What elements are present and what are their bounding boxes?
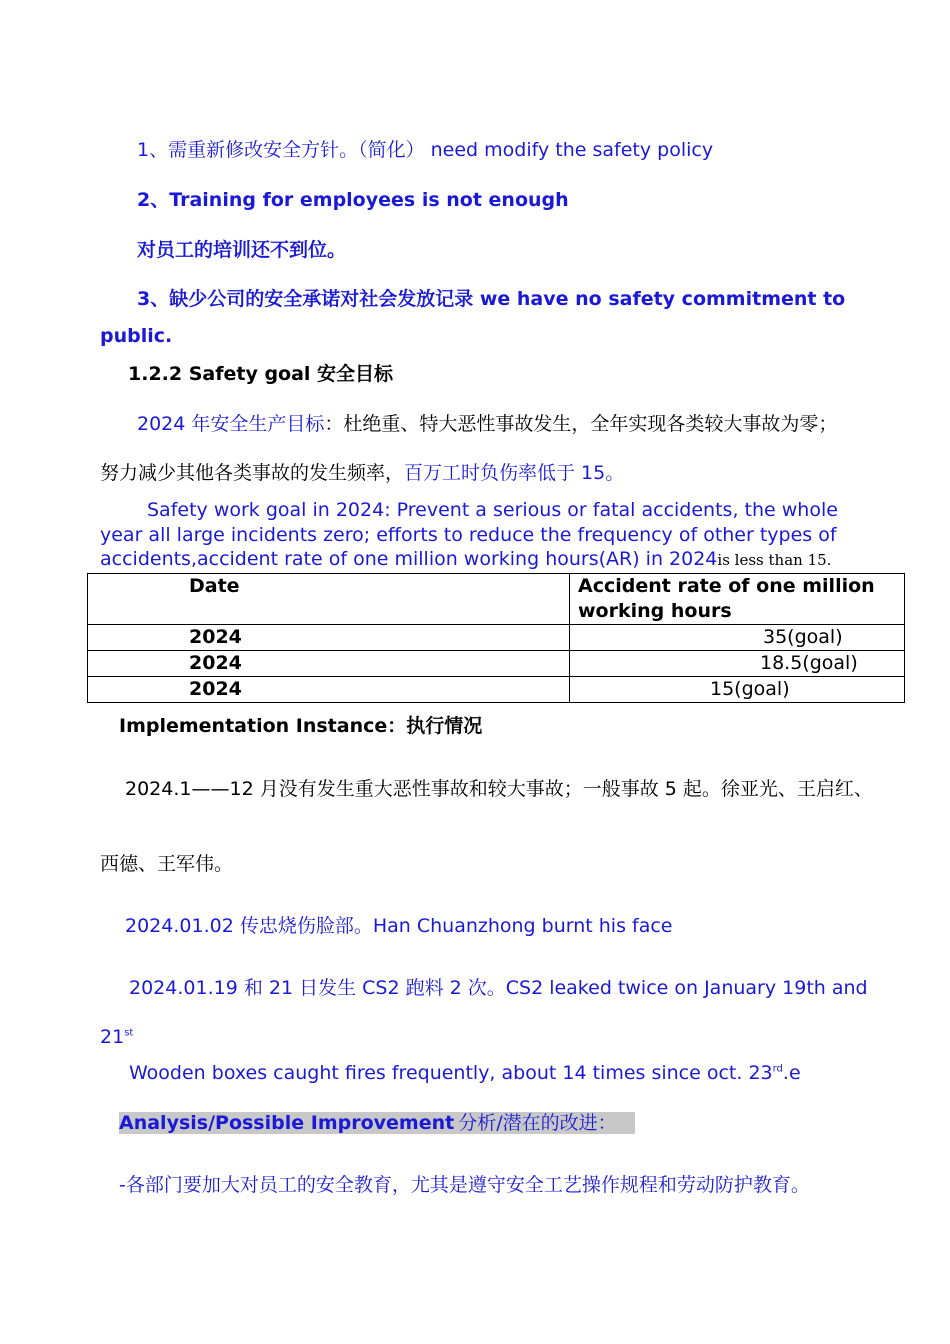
goal-en-line3 — [100, 548, 831, 571]
table-header-row — [88, 574, 905, 625]
row-date: 2024 — [88, 651, 570, 677]
goal-en-line3-text: accidents,accident rate of one million working hours(AR) in 2024 — [100, 548, 718, 570]
p4-suffix: rd — [772, 1063, 783, 1075]
goal-cn-line2 — [100, 462, 624, 485]
analysis-heading — [119, 1112, 635, 1135]
implementation-heading: Implementation Instance：执行情况 — [119, 715, 483, 737]
item-2-cn: 对员工的培训还不到位。 — [137, 239, 347, 261]
implementation-p3-line1: 2024.01.19 和 21 日发生 CS2 跑料 2 次。CS2 leaked twice on January 19th and — [129, 977, 868, 999]
goal-en-line2: year all large incidents zero; efforts to reduce the frequency of other types of — [100, 524, 837, 546]
table-row — [88, 625, 905, 651]
row-date: 2024 — [88, 677, 570, 703]
header-rate: Accident rate of one million working hours — [570, 574, 905, 625]
implementation-p3-line2 — [100, 1026, 133, 1049]
p3-number: 21 — [100, 1026, 125, 1048]
header-date: Date — [88, 574, 570, 625]
row-rate: 18.5(goal) — [570, 651, 905, 677]
p4-main: Wooden boxes caught fires frequently, about 14 times since oct. 23 — [129, 1062, 773, 1084]
goal-cn-blue-1: 2024 年安全生产目标 — [137, 413, 325, 435]
item-1: 1、需重新修改安全方针。（简化） need modify the safety policy — [137, 139, 714, 161]
goal-cn-black-1: ：杜绝重、特大恶性事故发生，全年实现各类较大事故为零； — [324, 413, 838, 435]
row-date: 2024 — [88, 625, 570, 651]
analysis-heading-cn: 分析/潜在的改进： — [458, 1112, 634, 1134]
p3-suffix: st — [124, 1027, 134, 1039]
goal-cn-line1 — [137, 413, 837, 436]
item-3-line1: 3、缺少公司的安全承诺对社会发放记录 we have no safety commitment to — [137, 288, 846, 310]
row-rate: 35(goal) — [570, 625, 905, 651]
table-row — [88, 677, 905, 703]
section-heading: 1.2.2 Safety goal 安全目标 — [128, 363, 394, 385]
item-3-line2: public. — [100, 325, 173, 347]
p4-tail: .e — [782, 1062, 801, 1084]
implementation-p1-line1: 2024.1——12 月没有发生重大恶性事故和较大事故；一般事故 5 起。徐亚光、王启红、 — [125, 778, 873, 800]
table-row — [88, 651, 905, 677]
goal-en-line1: Safety work goal in 2024: Prevent a serious or fatal accidents, the whole — [147, 499, 838, 521]
analysis-p1: -各部门要加大对员工的安全教育，尤其是遵守安全工艺操作规程和劳动防护教育。 — [119, 1174, 810, 1196]
item-2: 2、Training for employees is not enough — [137, 189, 569, 211]
goal-cn-black-2: 努力减少其他各类事故的发生频率， — [100, 462, 405, 484]
implementation-p2: 2024.01.02 传忠烧伤脸部。Han Chuanzhong burnt his face — [125, 915, 673, 937]
implementation-p1-line2: 西德、王军伟。 — [100, 853, 234, 875]
implementation-p4 — [129, 1062, 801, 1085]
row-rate: 15(goal) — [570, 677, 905, 703]
goal-cn-blue-2: 百万工时负伤率低于 15。 — [404, 462, 625, 484]
accident-rate-table — [87, 573, 905, 703]
analysis-heading-en: Analysis/Possible Improvement — [119, 1112, 458, 1134]
goal-en-line3-tail: is less than 15. — [717, 551, 832, 569]
